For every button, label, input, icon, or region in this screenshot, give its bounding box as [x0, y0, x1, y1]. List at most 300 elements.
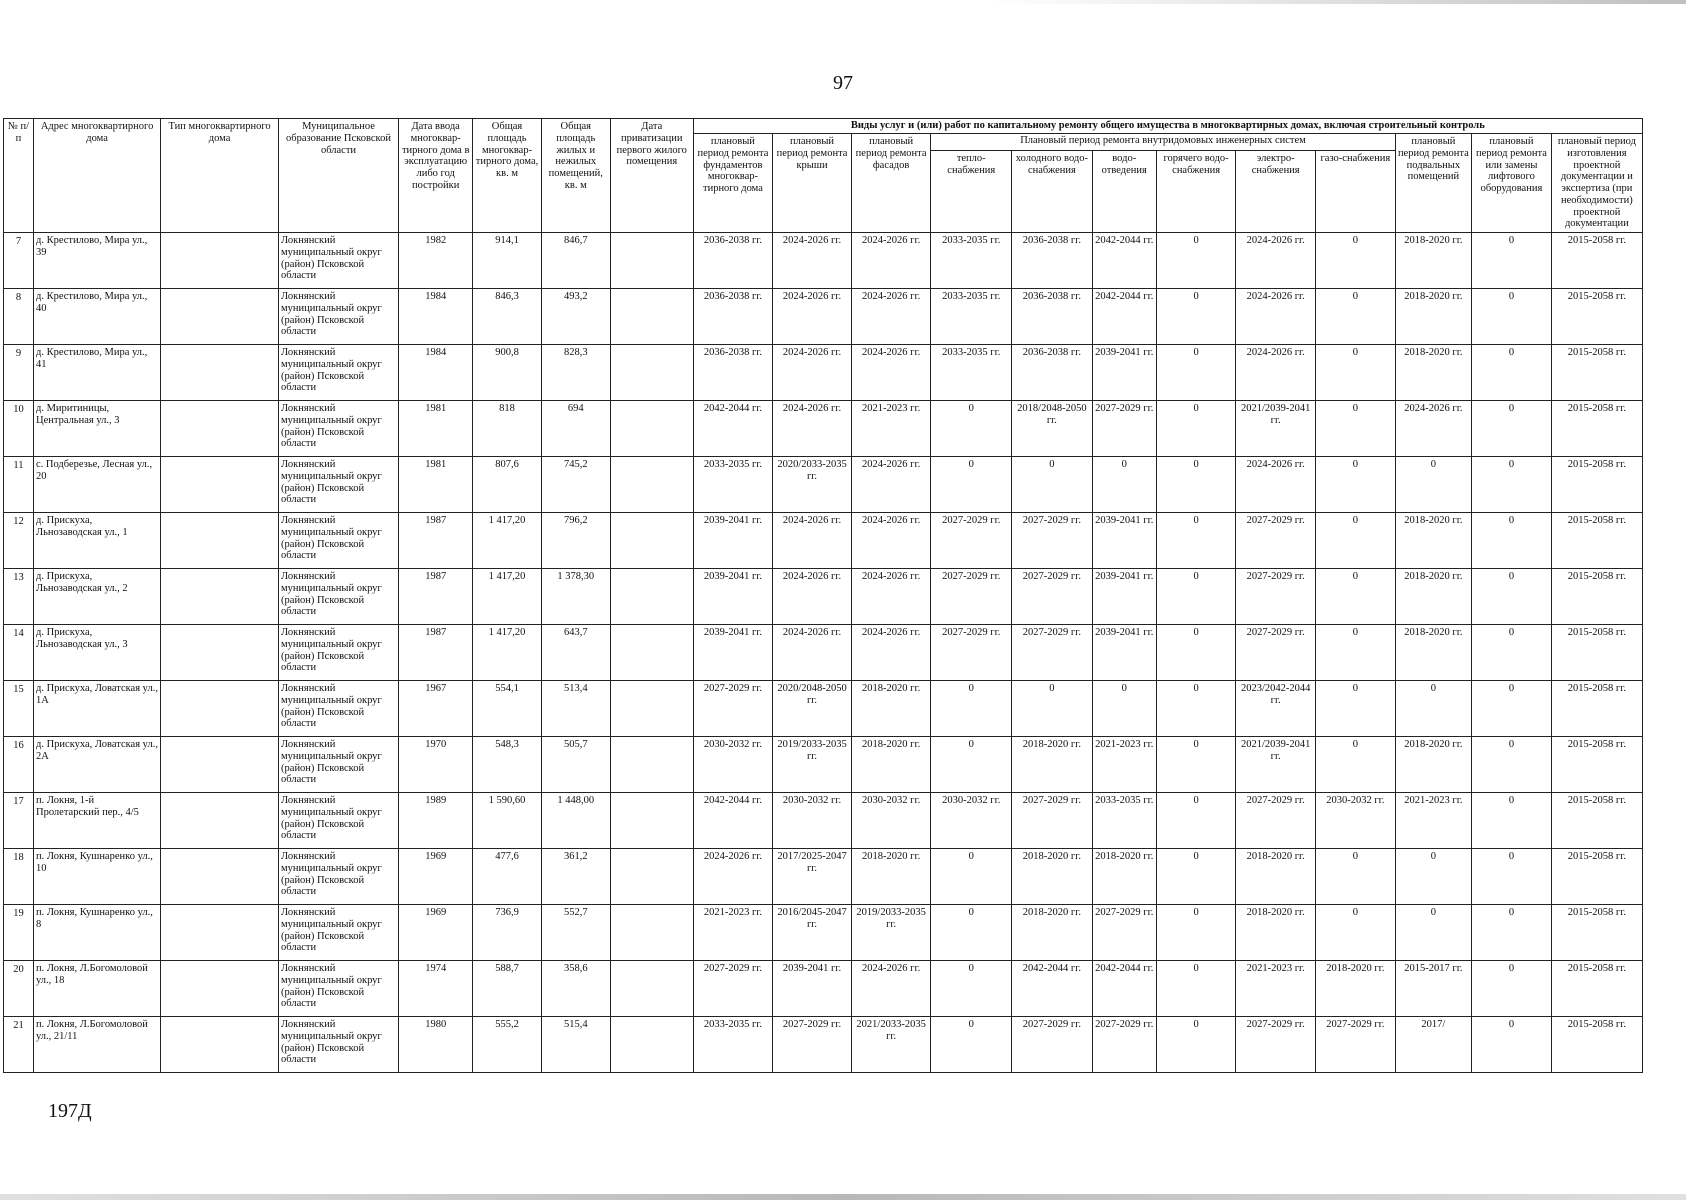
cell-foundation: 2036-2038 гг. — [693, 345, 773, 401]
cell-municipality: Локнянский муниципальный округ (район) Псковской области — [279, 905, 399, 961]
cell-facade: 2018-2020 гг. — [851, 681, 931, 737]
page-number: 97 — [833, 72, 853, 94]
cell-residential-area: 1 378,30 — [541, 569, 610, 625]
cell-elevator: 0 — [1472, 513, 1552, 569]
cell-gas: 0 — [1316, 345, 1396, 401]
cell-roof: 2020/2048-2050 гг. — [773, 681, 852, 737]
cell-cold-water: 2042-2044 гг. — [1012, 961, 1093, 1017]
cell-sewer: 2039-2041 гг. — [1092, 569, 1156, 625]
cell-facade: 2018-2020 гг. — [851, 849, 931, 905]
cell-municipality: Локнянский муниципальный округ (район) Псковской области — [279, 401, 399, 457]
cell-sewer: 0 — [1092, 457, 1156, 513]
cell-hot-water: 0 — [1156, 1017, 1236, 1073]
cell-sewer: 2027-2029 гг. — [1092, 1017, 1156, 1073]
cell-no: 16 — [4, 737, 34, 793]
cell-privatization-date — [610, 793, 693, 849]
table-header — [4, 119, 1643, 233]
cell-roof: 2024-2026 гг. — [773, 401, 852, 457]
cell-project: 2015-2058 гг. — [1551, 905, 1642, 961]
cell-basement: 2018-2020 гг. — [1395, 737, 1472, 793]
cell-sewer: 2021-2023 гг. — [1092, 737, 1156, 793]
cell-gas: 2030-2032 гг. — [1316, 793, 1396, 849]
cell-house-type — [161, 401, 279, 457]
cell-foundation: 2039-2041 гг. — [693, 513, 773, 569]
cell-cold-water: 2027-2029 гг. — [1012, 513, 1093, 569]
cell-gas: 0 — [1316, 849, 1396, 905]
table-body — [4, 233, 1643, 1073]
cell-electric: 2021/2039-2041 гг. — [1236, 401, 1316, 457]
footer-code: 197Д — [48, 1100, 92, 1122]
cell-privatization-date — [610, 401, 693, 457]
cell-foundation: 2027-2029 гг. — [693, 681, 773, 737]
cell-elevator: 0 — [1472, 961, 1552, 1017]
cell-hot-water: 0 — [1156, 457, 1236, 513]
header-electric: электро-снабжения — [1236, 151, 1316, 233]
cell-basement: 0 — [1395, 457, 1472, 513]
cell-basement: 2018-2020 гг. — [1395, 513, 1472, 569]
cell-project: 2015-2058 гг. — [1551, 849, 1642, 905]
header-residential-area: Общая площадь жилых и нежилых помещений, кв. м — [541, 119, 610, 233]
cell-gas: 0 — [1316, 457, 1396, 513]
cell-roof: 2024-2026 гг. — [773, 289, 852, 345]
cell-gas: 2018-2020 гг. — [1316, 961, 1396, 1017]
cell-foundation: 2039-2041 гг. — [693, 569, 773, 625]
cell-heat: 2027-2029 гг. — [931, 625, 1012, 681]
cell-year: 1974 — [398, 961, 472, 1017]
table-row — [4, 905, 1643, 961]
cell-elevator: 0 — [1472, 457, 1552, 513]
cell-foundation: 2024-2026 гг. — [693, 849, 773, 905]
cell-year: 1981 — [398, 401, 472, 457]
header-elevator: плановый период ремонта или замены лифтового оборудования — [1472, 134, 1552, 233]
cell-foundation: 2030-2032 гг. — [693, 737, 773, 793]
table-row — [4, 513, 1643, 569]
cell-residential-area: 505,7 — [541, 737, 610, 793]
cell-roof: 2016/2045-2047 гг. — [773, 905, 852, 961]
cell-electric: 2024-2026 гг. — [1236, 233, 1316, 289]
cell-privatization-date — [610, 1017, 693, 1073]
table-row — [4, 289, 1643, 345]
capital-repair-table — [3, 118, 1643, 1073]
cell-cold-water: 0 — [1012, 457, 1093, 513]
cell-project: 2015-2058 гг. — [1551, 401, 1642, 457]
cell-foundation: 2021-2023 гг. — [693, 905, 773, 961]
cell-project: 2015-2058 гг. — [1551, 793, 1642, 849]
cell-foundation: 2036-2038 гг. — [693, 233, 773, 289]
cell-house-type — [161, 849, 279, 905]
cell-electric: 2021/2039-2041 гг. — [1236, 737, 1316, 793]
cell-project: 2015-2058 гг. — [1551, 737, 1642, 793]
cell-heat: 2033-2035 гг. — [931, 233, 1012, 289]
cell-foundation: 2042-2044 гг. — [693, 793, 773, 849]
cell-no: 11 — [4, 457, 34, 513]
cell-facade: 2024-2026 гг. — [851, 625, 931, 681]
cell-project: 2015-2058 гг. — [1551, 625, 1642, 681]
cell-gas: 0 — [1316, 737, 1396, 793]
cell-basement: 2018-2020 гг. — [1395, 289, 1472, 345]
cell-electric: 2018-2020 гг. — [1236, 905, 1316, 961]
cell-total-area: 807,6 — [473, 457, 541, 513]
cell-residential-area: 796,2 — [541, 513, 610, 569]
cell-municipality: Локнянский муниципальный округ (район) Псковской области — [279, 625, 399, 681]
cell-address: с. Подберезье, Лесная ул., 20 — [33, 457, 160, 513]
cell-facade: 2024-2026 гг. — [851, 289, 931, 345]
cell-house-type — [161, 1017, 279, 1073]
cell-address: д. Крестилово, Мира ул., 41 — [33, 345, 160, 401]
cell-cold-water: 2036-2038 гг. — [1012, 233, 1093, 289]
header-sewer: водо-отведения — [1092, 151, 1156, 233]
cell-project: 2015-2058 гг. — [1551, 513, 1642, 569]
cell-municipality: Локнянский муниципальный округ (район) Псковской области — [279, 737, 399, 793]
cell-cold-water: 2018-2020 гг. — [1012, 905, 1093, 961]
cell-project: 2015-2058 гг. — [1551, 289, 1642, 345]
cell-cold-water: 2027-2029 гг. — [1012, 569, 1093, 625]
cell-gas: 0 — [1316, 625, 1396, 681]
table-row — [4, 961, 1643, 1017]
header-works-group: Виды услуг и (или) работ по капитальному ремонту общего имущества в многоквартирных домах, включая строительный контроль — [693, 119, 1642, 134]
cell-facade: 2024-2026 гг. — [851, 233, 931, 289]
cell-no: 7 — [4, 233, 34, 289]
cell-house-type — [161, 625, 279, 681]
cell-electric: 2018-2020 гг. — [1236, 849, 1316, 905]
cell-residential-area: 745,2 — [541, 457, 610, 513]
cell-hot-water: 0 — [1156, 569, 1236, 625]
cell-municipality: Локнянский муниципальный округ (район) Псковской области — [279, 289, 399, 345]
cell-project: 2015-2058 гг. — [1551, 681, 1642, 737]
cell-basement: 2018-2020 гг. — [1395, 233, 1472, 289]
cell-privatization-date — [610, 625, 693, 681]
table-row — [4, 793, 1643, 849]
cell-heat: 0 — [931, 1017, 1012, 1073]
cell-project: 2015-2058 гг. — [1551, 233, 1642, 289]
cell-heat: 2030-2032 гг. — [931, 793, 1012, 849]
cell-no: 19 — [4, 905, 34, 961]
cell-facade: 2021-2023 гг. — [851, 401, 931, 457]
cell-no: 9 — [4, 345, 34, 401]
cell-municipality: Локнянский муниципальный округ (район) Псковской области — [279, 793, 399, 849]
cell-privatization-date — [610, 513, 693, 569]
cell-electric: 2024-2026 гг. — [1236, 289, 1316, 345]
cell-house-type — [161, 569, 279, 625]
cell-residential-area: 515,4 — [541, 1017, 610, 1073]
cell-total-area: 736,9 — [473, 905, 541, 961]
cell-basement: 0 — [1395, 849, 1472, 905]
cell-year: 1969 — [398, 905, 472, 961]
cell-address: п. Локня, Л.Богомоловой ул., 21/11 — [33, 1017, 160, 1073]
cell-electric: 2024-2026 гг. — [1236, 457, 1316, 513]
cell-residential-area: 513,4 — [541, 681, 610, 737]
header-address: Адрес многоквартирного дома — [33, 119, 160, 233]
cell-project: 2015-2058 гг. — [1551, 1017, 1642, 1073]
cell-house-type — [161, 233, 279, 289]
table-row — [4, 681, 1643, 737]
cell-total-area: 477,6 — [473, 849, 541, 905]
cell-sewer: 2042-2044 гг. — [1092, 961, 1156, 1017]
cell-roof: 2019/2033-2035 гг. — [773, 737, 852, 793]
cell-gas: 0 — [1316, 289, 1396, 345]
cell-total-area: 900,8 — [473, 345, 541, 401]
scan-edge-top — [986, 0, 1686, 4]
cell-privatization-date — [610, 849, 693, 905]
cell-year: 1981 — [398, 457, 472, 513]
cell-facade: 2021/2033-2035 гг. — [851, 1017, 931, 1073]
cell-basement: 2015-2017 гг. — [1395, 961, 1472, 1017]
header-heat: тепло-снабжения — [931, 151, 1012, 233]
cell-privatization-date — [610, 289, 693, 345]
header-systems-group: Плановый период ремонта внутридомовых инженерных систем — [931, 134, 1395, 151]
cell-gas: 0 — [1316, 905, 1396, 961]
cell-total-area: 1 590,60 — [473, 793, 541, 849]
cell-municipality: Локнянский муниципальный округ (район) Псковской области — [279, 457, 399, 513]
cell-sewer: 0 — [1092, 681, 1156, 737]
cell-sewer: 2018-2020 гг. — [1092, 849, 1156, 905]
cell-basement: 2018-2020 гг. — [1395, 569, 1472, 625]
cell-facade: 2030-2032 гг. — [851, 793, 931, 849]
cell-hot-water: 0 — [1156, 961, 1236, 1017]
cell-electric: 2027-2029 гг. — [1236, 625, 1316, 681]
table-row — [4, 457, 1643, 513]
cell-year: 1970 — [398, 737, 472, 793]
table-container — [3, 118, 1643, 1073]
cell-address: д. Крестилово, Мира ул., 39 — [33, 233, 160, 289]
cell-total-area: 818 — [473, 401, 541, 457]
cell-no: 21 — [4, 1017, 34, 1073]
cell-heat: 0 — [931, 737, 1012, 793]
cell-hot-water: 0 — [1156, 345, 1236, 401]
table-row — [4, 233, 1643, 289]
cell-electric: 2024-2026 гг. — [1236, 345, 1316, 401]
cell-year: 1984 — [398, 345, 472, 401]
cell-facade: 2024-2026 гг. — [851, 345, 931, 401]
cell-residential-area: 361,2 — [541, 849, 610, 905]
cell-privatization-date — [610, 905, 693, 961]
cell-total-area: 548,3 — [473, 737, 541, 793]
cell-elevator: 0 — [1472, 233, 1552, 289]
cell-sewer: 2042-2044 гг. — [1092, 233, 1156, 289]
cell-residential-area: 358,6 — [541, 961, 610, 1017]
cell-elevator: 0 — [1472, 1017, 1552, 1073]
cell-heat: 0 — [931, 905, 1012, 961]
cell-hot-water: 0 — [1156, 737, 1236, 793]
cell-foundation: 2042-2044 гг. — [693, 401, 773, 457]
cell-municipality: Локнянский муниципальный округ (район) Псковской области — [279, 233, 399, 289]
cell-basement: 2018-2020 гг. — [1395, 345, 1472, 401]
cell-house-type — [161, 289, 279, 345]
cell-heat: 0 — [931, 961, 1012, 1017]
cell-facade: 2024-2026 гг. — [851, 457, 931, 513]
cell-elevator: 0 — [1472, 569, 1552, 625]
cell-gas: 2027-2029 гг. — [1316, 1017, 1396, 1073]
cell-project: 2015-2058 гг. — [1551, 457, 1642, 513]
header-gas: газо-снабжения — [1316, 151, 1396, 233]
cell-address: д. Прискуха, Льнозаводская ул., 3 — [33, 625, 160, 681]
cell-hot-water: 0 — [1156, 849, 1236, 905]
cell-year: 1987 — [398, 569, 472, 625]
cell-elevator: 0 — [1472, 345, 1552, 401]
cell-municipality: Локнянский муниципальный округ (район) Псковской области — [279, 849, 399, 905]
cell-year: 1969 — [398, 849, 472, 905]
cell-cold-water: 2018-2020 гг. — [1012, 737, 1093, 793]
cell-sewer: 2042-2044 гг. — [1092, 289, 1156, 345]
cell-gas: 0 — [1316, 681, 1396, 737]
cell-heat: 2033-2035 гг. — [931, 289, 1012, 345]
cell-foundation: 2039-2041 гг. — [693, 625, 773, 681]
cell-privatization-date — [610, 233, 693, 289]
cell-year: 1989 — [398, 793, 472, 849]
cell-address: п. Локня, Л.Богомоловой ул., 18 — [33, 961, 160, 1017]
cell-roof: 2024-2026 гг. — [773, 345, 852, 401]
cell-year: 1987 — [398, 513, 472, 569]
cell-year: 1987 — [398, 625, 472, 681]
cell-roof: 2024-2026 гг. — [773, 625, 852, 681]
cell-residential-area: 493,2 — [541, 289, 610, 345]
cell-hot-water: 0 — [1156, 793, 1236, 849]
cell-residential-area: 1 448,00 — [541, 793, 610, 849]
cell-address: д. Прискуха, Льнозаводская ул., 1 — [33, 513, 160, 569]
cell-elevator: 0 — [1472, 289, 1552, 345]
cell-municipality: Локнянский муниципальный округ (район) Псковской области — [279, 961, 399, 1017]
cell-foundation: 2036-2038 гг. — [693, 289, 773, 345]
cell-elevator: 0 — [1472, 737, 1552, 793]
cell-roof: 2039-2041 гг. — [773, 961, 852, 1017]
cell-no: 17 — [4, 793, 34, 849]
cell-sewer: 2027-2029 гг. — [1092, 905, 1156, 961]
cell-elevator: 0 — [1472, 681, 1552, 737]
cell-privatization-date — [610, 961, 693, 1017]
cell-gas: 0 — [1316, 569, 1396, 625]
cell-residential-area: 643,7 — [541, 625, 610, 681]
header-commission-date: Дата ввода многоквар-тирного дома в эксплуатацию либо год постройки — [398, 119, 472, 233]
cell-basement: 0 — [1395, 681, 1472, 737]
cell-gas: 0 — [1316, 401, 1396, 457]
cell-sewer: 2039-2041 гг. — [1092, 513, 1156, 569]
cell-electric: 2027-2029 гг. — [1236, 1017, 1316, 1073]
cell-municipality: Локнянский муниципальный округ (район) Псковской области — [279, 569, 399, 625]
cell-roof: 2024-2026 гг. — [773, 513, 852, 569]
cell-house-type — [161, 457, 279, 513]
cell-house-type — [161, 513, 279, 569]
cell-roof: 2030-2032 гг. — [773, 793, 852, 849]
cell-sewer: 2033-2035 гг. — [1092, 793, 1156, 849]
cell-municipality: Локнянский муниципальный округ (район) Псковской области — [279, 681, 399, 737]
cell-facade: 2024-2026 гг. — [851, 513, 931, 569]
header-no: № п/п — [4, 119, 34, 233]
cell-elevator: 0 — [1472, 849, 1552, 905]
cell-no: 13 — [4, 569, 34, 625]
cell-cold-water: 2027-2029 гг. — [1012, 793, 1093, 849]
cell-house-type — [161, 961, 279, 1017]
cell-year: 1982 — [398, 233, 472, 289]
cell-heat: 2027-2029 гг. — [931, 569, 1012, 625]
table-row — [4, 569, 1643, 625]
cell-municipality: Локнянский муниципальный округ (район) Псковской области — [279, 1017, 399, 1073]
cell-foundation: 2033-2035 гг. — [693, 1017, 773, 1073]
cell-address: д. Прискуха, Ловатская ул., 2А — [33, 737, 160, 793]
cell-roof: 2020/2033-2035 гг. — [773, 457, 852, 513]
cell-electric: 2021-2023 гг. — [1236, 961, 1316, 1017]
cell-elevator: 0 — [1472, 401, 1552, 457]
table-row — [4, 625, 1643, 681]
cell-privatization-date — [610, 737, 693, 793]
cell-hot-water: 0 — [1156, 289, 1236, 345]
header-municipality: Муниципальное образование Псковской области — [279, 119, 399, 233]
cell-hot-water: 0 — [1156, 233, 1236, 289]
cell-privatization-date — [610, 457, 693, 513]
cell-basement: 2021-2023 гг. — [1395, 793, 1472, 849]
table-row — [4, 737, 1643, 793]
cell-house-type — [161, 345, 279, 401]
cell-cold-water: 2036-2038 гг. — [1012, 289, 1093, 345]
cell-electric: 2027-2029 гг. — [1236, 569, 1316, 625]
cell-hot-water: 0 — [1156, 401, 1236, 457]
cell-sewer: 2027-2029 гг. — [1092, 401, 1156, 457]
table-row — [4, 849, 1643, 905]
cell-year: 1984 — [398, 289, 472, 345]
cell-residential-area: 846,7 — [541, 233, 610, 289]
cell-address: д. Прискуха, Льнозаводская ул., 2 — [33, 569, 160, 625]
cell-cold-water: 2018/2048-2050 гг. — [1012, 401, 1093, 457]
cell-total-area: 554,1 — [473, 681, 541, 737]
cell-cold-water: 2027-2029 гг. — [1012, 1017, 1093, 1073]
cell-no: 10 — [4, 401, 34, 457]
header-foundation: плановый период ремонта фундаментов многоквар-тирного дома — [693, 134, 773, 233]
cell-total-area: 555,2 — [473, 1017, 541, 1073]
cell-no: 20 — [4, 961, 34, 1017]
cell-privatization-date — [610, 681, 693, 737]
scan-edge-bottom — [0, 1194, 1686, 1200]
header-project: плановый период изготовления проектной документации и экспертиза (при необходимости) проектной документации — [1551, 134, 1642, 233]
cell-total-area: 1 417,20 — [473, 625, 541, 681]
cell-facade: 2018-2020 гг. — [851, 737, 931, 793]
header-privatization-date: Дата приватизации первого жилого помещения — [610, 119, 693, 233]
header-facade: плановый период ремонта фасадов — [851, 134, 931, 233]
cell-cold-water: 2018-2020 гг. — [1012, 849, 1093, 905]
cell-facade: 2024-2026 гг. — [851, 961, 931, 1017]
cell-gas: 0 — [1316, 233, 1396, 289]
cell-address: д. Миритиницы, Центральная ул., 3 — [33, 401, 160, 457]
cell-residential-area: 552,7 — [541, 905, 610, 961]
cell-address: д. Прискуха, Ловатская ул., 1А — [33, 681, 160, 737]
cell-electric: 2027-2029 гг. — [1236, 513, 1316, 569]
cell-basement: 2024-2026 гг. — [1395, 401, 1472, 457]
header-roof: плановый период ремонта крыши — [773, 134, 852, 233]
cell-roof: 2027-2029 гг. — [773, 1017, 852, 1073]
header-basement: плановый период ремонта подвальных помещений — [1395, 134, 1472, 233]
cell-cold-water: 2036-2038 гг. — [1012, 345, 1093, 401]
cell-hot-water: 0 — [1156, 681, 1236, 737]
table-row — [4, 401, 1643, 457]
cell-cold-water: 2027-2029 гг. — [1012, 625, 1093, 681]
header-total-area: Общая площадь многоквар-тирного дома, кв. м — [473, 119, 541, 233]
cell-no: 12 — [4, 513, 34, 569]
cell-heat: 0 — [931, 849, 1012, 905]
cell-elevator: 0 — [1472, 905, 1552, 961]
cell-municipality: Локнянский муниципальный округ (район) Псковской области — [279, 345, 399, 401]
cell-basement: 0 — [1395, 905, 1472, 961]
cell-address: п. Локня, 1-й Пролетарский пер., 4/5 — [33, 793, 160, 849]
table-row — [4, 1017, 1643, 1073]
cell-gas: 0 — [1316, 513, 1396, 569]
cell-residential-area: 694 — [541, 401, 610, 457]
header-cold-water: холодного водо-снабжения — [1012, 151, 1093, 233]
cell-municipality: Локнянский муниципальный округ (район) Псковской области — [279, 513, 399, 569]
cell-heat: 0 — [931, 457, 1012, 513]
cell-elevator: 0 — [1472, 793, 1552, 849]
cell-house-type — [161, 681, 279, 737]
cell-basement: 2018-2020 гг. — [1395, 625, 1472, 681]
cell-hot-water: 0 — [1156, 513, 1236, 569]
cell-no: 8 — [4, 289, 34, 345]
